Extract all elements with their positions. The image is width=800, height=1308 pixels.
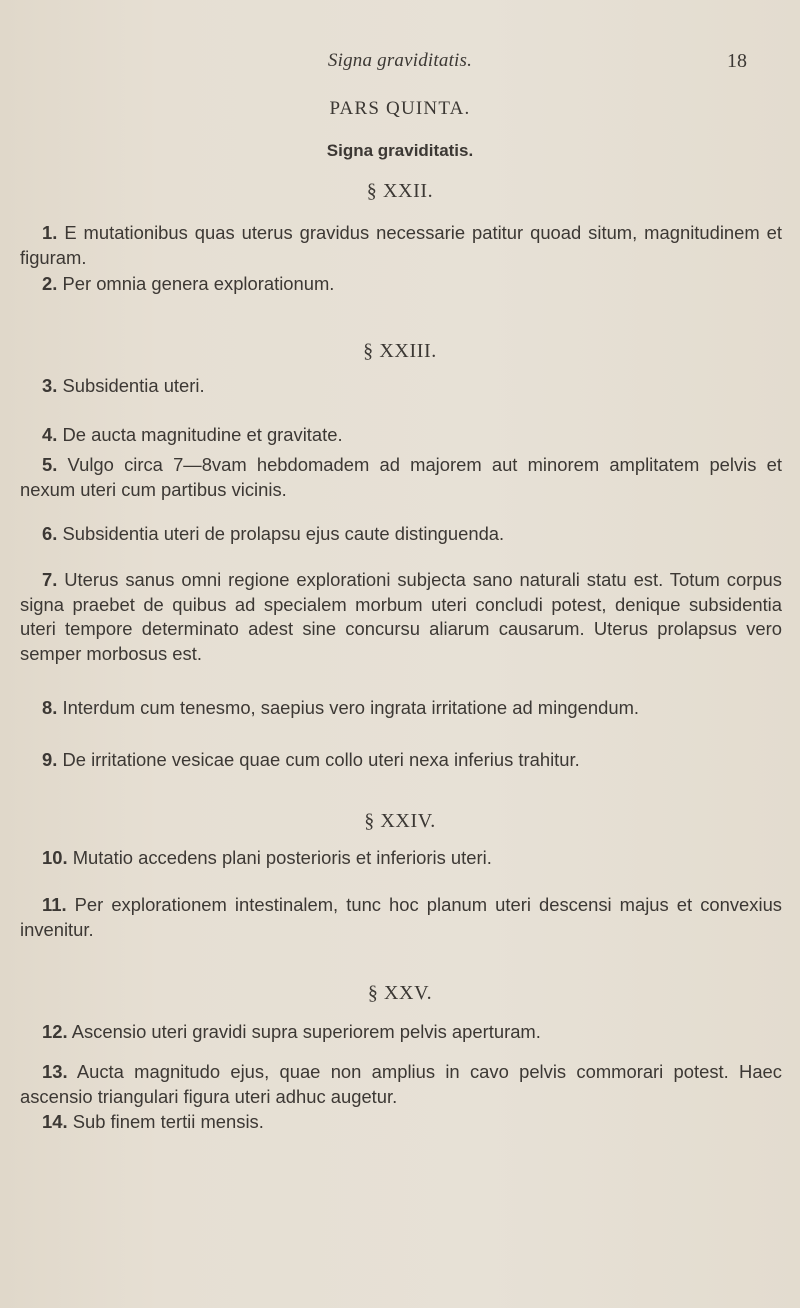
paragraph-1 — [20, 221, 782, 270]
paragraph-4 — [20, 423, 800, 448]
section-heading-25: § XXV. — [367, 982, 433, 1004]
part-title: PARS QUINTA. — [329, 98, 471, 119]
paragraph-11 — [20, 893, 782, 942]
paragraph-number: 10. — [42, 847, 68, 868]
paragraph-text: Subsidentia uteri. — [62, 375, 205, 396]
paragraph-text: Interdum cum tenesmo, saepius vero ingrata irritatione ad mingendum. — [62, 697, 639, 718]
page-number: 18 — [727, 50, 747, 72]
running-head-title: Signa graviditatis. — [327, 50, 473, 71]
section-heading-23: § XXIII. — [363, 340, 437, 362]
paragraph-text: Vulgo circa 7—8vam hebdomadem ad majorem aut minorem amplitatem pelvis et nexum uteri cum partibus vicinis. — [20, 454, 782, 500]
paragraph-number: 11. — [42, 894, 67, 915]
paragraph-5 — [20, 453, 782, 502]
paragraph-2 — [20, 272, 800, 297]
paragraph-number: 4. — [42, 424, 58, 445]
paragraph-text: Mutatio accedens plani posterioris et inferioris uteri. — [72, 847, 492, 868]
paragraph-7 — [20, 568, 782, 666]
paragraph-13 — [20, 1060, 782, 1109]
paragraph-number: 9. — [42, 749, 58, 770]
paragraph-number: 6. — [42, 523, 58, 544]
paragraph-number: 5. — [42, 454, 58, 475]
paragraph-text: Per omnia genera explorationum. — [62, 273, 335, 294]
paragraph-12 — [20, 1020, 800, 1045]
section-heading-24: § XXIV. — [364, 810, 436, 832]
running-head — [0, 50, 800, 74]
paragraph-number: 1. — [42, 222, 58, 243]
paragraph-number: 8. — [42, 697, 58, 718]
paragraph-number: 2. — [42, 273, 58, 294]
paragraph-8 — [20, 696, 782, 721]
paragraph-text: De aucta magnitudine et gravitate. — [62, 424, 343, 445]
paragraph-14 — [20, 1110, 800, 1135]
paragraph-text: Sub finem tertii mensis. — [72, 1111, 264, 1132]
paragraph-3 — [20, 374, 800, 399]
paragraph-6 — [20, 522, 800, 547]
paragraph-text: Uterus sanus omni regione explorationi subjecta sano naturali statu est. Totum corpus signa praebet de quibus ad specialem morbum uteri concludi potest, denique subsidentia uteri tempore determinato adest sine concursu aliarum causarum. Uterus prolapsus vero semper morbosus est. — [20, 569, 782, 664]
paragraph-9 — [20, 748, 800, 773]
paragraph-text: Aucta magnitudo ejus, quae non amplius in cavo pelvis commorari potest. Haec ascensio triangulari figura uteri adhuc augetur. — [20, 1061, 782, 1107]
paragraph-number: 3. — [42, 375, 58, 396]
paragraph-number: 13. — [42, 1061, 68, 1082]
paragraph-text: Per explorationem intestinalem, tunc hoc planum uteri descensi majus et convexius invenitur. — [20, 894, 782, 940]
paragraph-number: 7. — [42, 569, 58, 590]
paragraph-text: Ascensio uteri gravidi supra superiorem pelvis aperturam. — [71, 1021, 541, 1042]
paragraph-text: De irritatione vesicae quae cum collo uteri nexa inferius trahitur. — [62, 749, 580, 770]
paragraph-10 — [20, 846, 800, 871]
paragraph-text: Subsidentia uteri de prolapsu ejus caute distinguenda. — [62, 523, 505, 544]
paragraph-text: E mutationibus quas uterus gravidus necessarie patitur quoad situm, magnitudinem et figuram. — [20, 222, 782, 268]
chapter-heading: Signa graviditatis. — [326, 141, 474, 160]
paragraph-number: 14. — [42, 1111, 68, 1132]
paragraph-number: 12. — [42, 1021, 68, 1042]
section-heading-22: § XXII. — [366, 180, 434, 202]
